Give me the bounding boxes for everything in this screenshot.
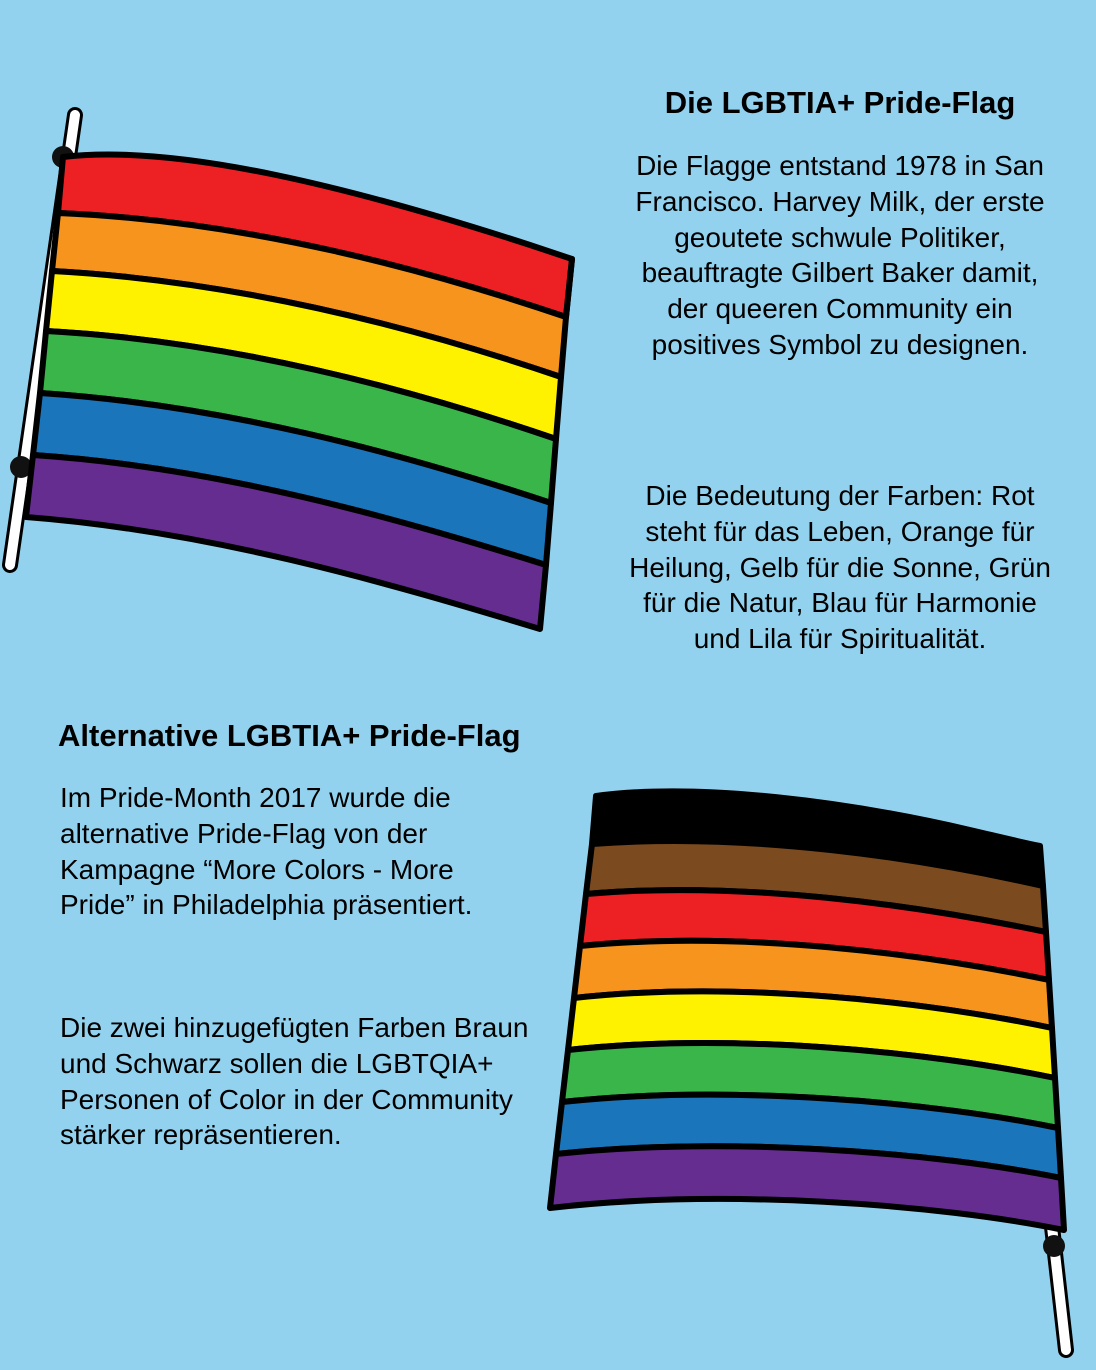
rainbow-pride-flag-illustration: [0, 95, 650, 675]
philadelphia-pride-flag-illustration: [500, 760, 1096, 1360]
paragraph-alternative-origin: Im Pride-Month 2017 wurde die alternative Pride-Flag von der Kampagne “More Colors - More Pride” in Philadelphia präsentiert.: [60, 782, 473, 921]
paragraph-flag-history: Die Flagge entstand 1978 in San Francisco. Harvey Milk, der erste geoutete schwule Politiker, beauftragte Gilbert Baker damit, der queeren Community ein positives Symbol zu designen.: [635, 150, 1045, 361]
paragraph-color-meaning: Die Bedeutung der Farben: Rot steht für das Leben, Orange für Heilung, Gelb für die Sonne, Grün für die Natur, Blau für Harmonie und Lila für Spiritualität.: [629, 480, 1051, 655]
flag-stripes: [26, 155, 572, 629]
page-title-alternative-flag: Alternative LGBTIA+ Pride-Flag: [58, 718, 521, 753]
paragraph-alternative-meaning: Die zwei hinzugefügten Farben Braun und Schwarz sollen die LGBTQIA+ Personen of Color in der Community stärker repräsentieren.: [60, 1012, 529, 1151]
flag-stripes: [550, 791, 1064, 1230]
page-title-rainbow-flag: Die LGBTIA+ Pride-Flag: [664, 85, 1016, 120]
